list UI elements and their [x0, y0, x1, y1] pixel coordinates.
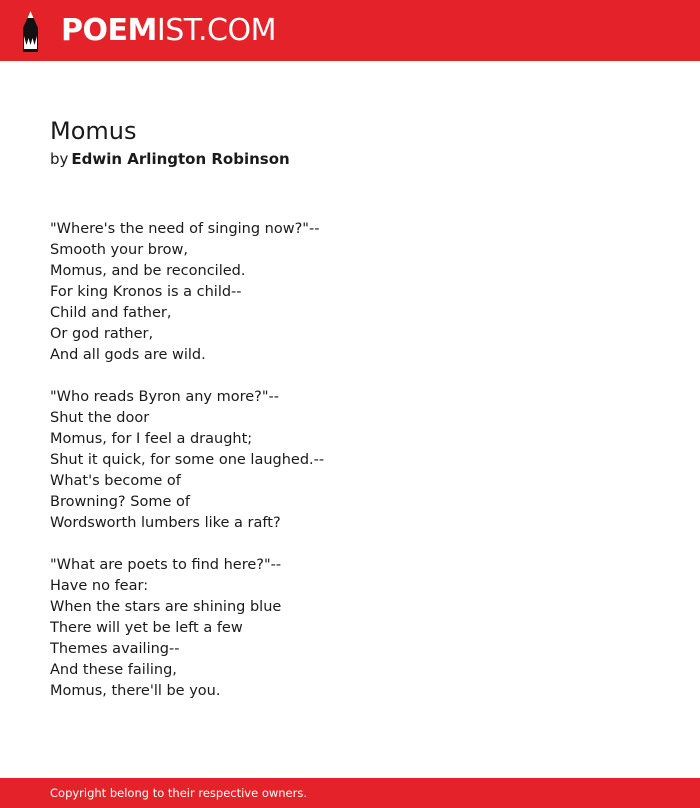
- poem-line: Momus, for I feel a draught;: [50, 431, 253, 447]
- pencil-logo-icon: [18, 11, 43, 52]
- poem-line: Shut the door: [50, 410, 150, 426]
- poem-line: There will yet be left a few: [50, 620, 243, 636]
- copyright-notice: Copyright belong to their respective owners.: [50, 786, 308, 800]
- poem-line: Smooth your brow,: [50, 242, 188, 258]
- stanza-2: [50, 387, 650, 534]
- poem-line: Child and father,: [50, 305, 172, 321]
- by-label: by: [50, 150, 69, 168]
- poem-line: When the stars are shining blue: [50, 599, 282, 615]
- author-link[interactable]: Edwin Arlington Robinson: [71, 150, 290, 168]
- poem-byline: [50, 149, 290, 169]
- site-logo-text: [61, 13, 276, 48]
- poem-line: Shut it quick, for some one laughed.--: [50, 452, 325, 468]
- poem-line: For king Kronos is a child--: [50, 284, 242, 300]
- poem-line: Or god rather,: [50, 326, 154, 342]
- poem-title: Momus: [50, 117, 137, 145]
- site-footer: [0, 778, 700, 808]
- poem-line: Have no fear:: [50, 578, 149, 594]
- stanza-3: [50, 555, 650, 702]
- poem-line: "Where's the need of singing now?"--: [50, 221, 320, 237]
- poem-line: Browning? Some of: [50, 494, 190, 510]
- poem-line: "Who reads Byron any more?"--: [50, 389, 279, 405]
- poem-line: Momus, and be reconciled.: [50, 263, 246, 279]
- poem-line: And all gods are wild.: [50, 347, 206, 363]
- poem-body: [50, 219, 650, 702]
- poem-line: And these failing,: [50, 662, 177, 678]
- site-header: [0, 0, 700, 61]
- poem-line: Wordsworth lumbers like a raft?: [50, 515, 281, 531]
- logo-light-part: IST.COM: [156, 13, 276, 48]
- site-logo-link[interactable]: [18, 10, 276, 52]
- stanza-1: [50, 219, 650, 366]
- poem-line: What's become of: [50, 473, 181, 489]
- poem-line: "What are poets to find here?"--: [50, 557, 282, 573]
- poem-line: Themes availing--: [50, 641, 180, 657]
- poem-line: Momus, there'll be you.: [50, 683, 221, 699]
- logo-bold-part: POEM: [61, 13, 157, 48]
